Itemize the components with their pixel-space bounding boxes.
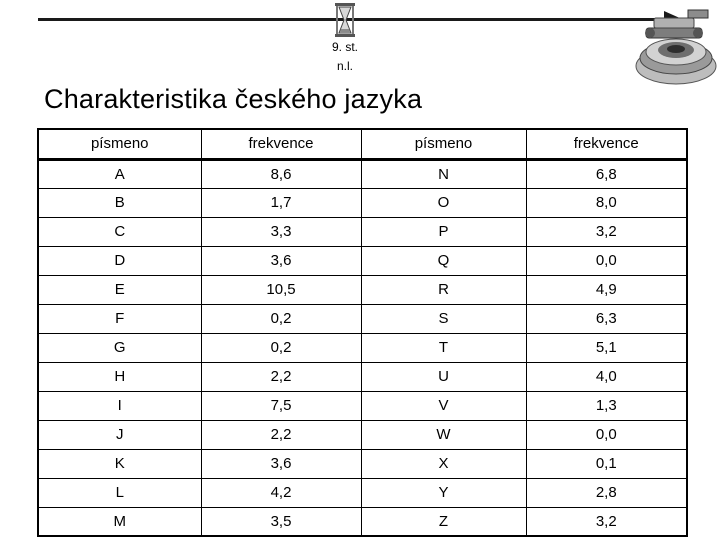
- frequency-cell: 3,6: [201, 246, 361, 275]
- frequency-cell: 8,0: [526, 188, 687, 217]
- frequency-cell: 2,2: [201, 420, 361, 449]
- frequency-cell: 2,2: [201, 362, 361, 391]
- frequency-cell: 1,7: [201, 188, 361, 217]
- table-row: [38, 449, 687, 478]
- letter-cell: F: [38, 304, 201, 333]
- letter-cell: S: [361, 304, 526, 333]
- era-century: 9. st.: [331, 40, 358, 54]
- frequency-cell: 4,0: [526, 362, 687, 391]
- frequency-cell: 0,2: [201, 304, 361, 333]
- letter-cell: N: [361, 159, 526, 188]
- hourglass-icon: [333, 2, 357, 38]
- frequency-cell: 0,1: [526, 449, 687, 478]
- frequency-cell: 3,2: [526, 507, 687, 536]
- frequency-cell: 3,3: [201, 217, 361, 246]
- header-frequency-right: frekvence: [526, 129, 687, 159]
- frequency-cell: 10,5: [201, 275, 361, 304]
- letter-cell: J: [38, 420, 201, 449]
- table-row: [38, 304, 687, 333]
- frequency-cell: 7,5: [201, 391, 361, 420]
- letter-cell: G: [38, 333, 201, 362]
- letter-cell: L: [38, 478, 201, 507]
- page-title: Charakteristika českého jazyka: [44, 84, 423, 114]
- table-row: [38, 217, 687, 246]
- frequency-cell: 5,1: [526, 333, 687, 362]
- letter-cell: Z: [361, 507, 526, 536]
- letter-cell: W: [361, 420, 526, 449]
- letter-cell: E: [38, 275, 201, 304]
- letter-cell: V: [361, 391, 526, 420]
- typewriter-machine-icon: [626, 4, 720, 88]
- header-letter-left: písmeno: [38, 129, 201, 159]
- table-row: [38, 188, 687, 217]
- header-frequency-left: frekvence: [201, 129, 361, 159]
- table-row: [38, 391, 687, 420]
- frequency-cell: 4,2: [201, 478, 361, 507]
- header-letter-right: písmeno: [361, 129, 526, 159]
- letter-cell: T: [361, 333, 526, 362]
- frequency-cell: 3,6: [201, 449, 361, 478]
- table-row: [38, 507, 687, 536]
- era-label: [315, 38, 375, 76]
- letter-cell: D: [38, 246, 201, 275]
- table-row: [38, 159, 687, 188]
- letter-cell: I: [38, 391, 201, 420]
- frequency-cell: 6,3: [526, 304, 687, 333]
- frequency-cell: 0,0: [526, 420, 687, 449]
- letter-cell: A: [38, 159, 201, 188]
- table-row: [38, 333, 687, 362]
- letter-cell: H: [38, 362, 201, 391]
- letter-cell: K: [38, 449, 201, 478]
- frequency-cell: 0,0: [526, 246, 687, 275]
- table-row: [38, 478, 687, 507]
- letter-cell: Q: [361, 246, 526, 275]
- frequency-cell: 1,3: [526, 391, 687, 420]
- letter-cell: X: [361, 449, 526, 478]
- frequency-cell: 6,8: [526, 159, 687, 188]
- frequency-cell: 3,5: [201, 507, 361, 536]
- letter-cell: O: [361, 188, 526, 217]
- era-suffix: n.l.: [336, 59, 353, 73]
- table-header-row: [38, 129, 687, 159]
- frequency-cell: 3,2: [526, 217, 687, 246]
- letter-cell: P: [361, 217, 526, 246]
- letter-cell: R: [361, 275, 526, 304]
- table-row: [38, 246, 687, 275]
- letter-cell: Y: [361, 478, 526, 507]
- letter-cell: C: [38, 217, 201, 246]
- table-row: [38, 275, 687, 304]
- letter-frequency-table: [37, 128, 688, 537]
- letter-cell: B: [38, 188, 201, 217]
- table-row: [38, 420, 687, 449]
- letter-cell: M: [38, 507, 201, 536]
- frequency-cell: 4,9: [526, 275, 687, 304]
- frequency-cell: 0,2: [201, 333, 361, 362]
- letter-cell: U: [361, 362, 526, 391]
- frequency-cell: 8,6: [201, 159, 361, 188]
- frequency-cell: 2,8: [526, 478, 687, 507]
- table-row: [38, 362, 687, 391]
